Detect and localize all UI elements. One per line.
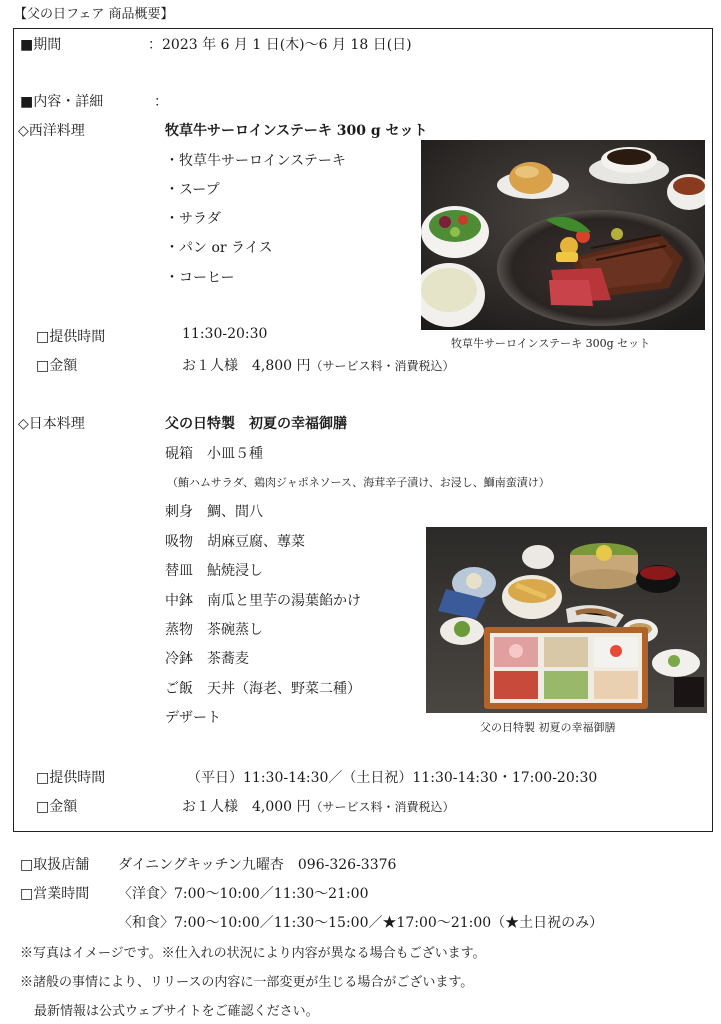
japanese-time-label: □提供時間 xyxy=(36,770,106,786)
product-summary-box xyxy=(13,28,713,832)
western-item: ・コーヒー xyxy=(165,270,235,286)
japanese-item: 刺身 鯛、間八 xyxy=(165,504,263,520)
hours-japanese: 〈和食〉7:00～10:00／11:30～15:00／★17:00～21:00（★土日祝のみ） xyxy=(118,915,604,931)
western-price-label: □金額 xyxy=(36,358,78,374)
document-title: 【父の日フェア 商品概要】 xyxy=(14,7,174,22)
western-label: ◇西洋料理 xyxy=(18,123,85,139)
western-price xyxy=(182,355,455,375)
note-line: ※諸般の事情により、リリースの内容に一部変更が生じる場合がございます。 xyxy=(20,975,474,990)
details-colon: ： xyxy=(154,94,168,110)
western-price-main: お１人様 4,800 円 xyxy=(182,358,311,374)
japanese-item: 中鉢 南瓜と里芋の湯葉餡かけ xyxy=(165,593,361,609)
western-item: ・サラダ xyxy=(165,211,221,227)
japanese-item: 蒸物 茶碗蒸し xyxy=(165,622,263,638)
details-label: ■内容・詳細 xyxy=(20,94,104,110)
western-time-value: 11:30-20:30 xyxy=(182,326,268,342)
western-item: ・牧草牛サーロインステーキ xyxy=(165,153,346,169)
japanese-item: 冷鉢 茶蕎麦 xyxy=(165,651,249,667)
note-line: ※写真はイメージです。※仕入れの状況により内容が異なる場合もございます。 xyxy=(20,946,486,961)
japanese-label: ◇日本料理 xyxy=(18,416,85,432)
gozen-photo xyxy=(426,527,707,713)
japanese-items-note: （鮪ハムサラダ、鶏肉ジャポネソース、海茸辛子漬け、お浸し、鰤南蛮漬け） xyxy=(167,476,550,489)
hours-western: 〈洋食〉7:00～10:00／11:30～21:00 xyxy=(118,886,369,902)
steak-set-photo xyxy=(421,140,705,330)
period-label: ■期間 xyxy=(20,37,62,53)
period-value: ：2023 年 6 月 1 日(木)～6 月 18 日(日) xyxy=(148,37,412,53)
japanese-price-note: （サービス料・消費税込） xyxy=(310,800,455,814)
store-value: ダイニングキッチン九曜杏 096-326-3376 xyxy=(118,857,397,873)
japanese-item: 吸物 胡麻豆腐、蓴菜 xyxy=(165,534,305,550)
western-price-note: （サービス料・消費税込） xyxy=(310,359,455,373)
japanese-title: 父の日特製 初夏の幸福御膳 xyxy=(165,416,347,432)
western-time-label: □提供時間 xyxy=(36,329,106,345)
note-line: 最新情報は公式ウェブサイトをご確認ください。 xyxy=(34,1004,319,1019)
hours-label: □営業時間 xyxy=(20,886,90,902)
western-item: ・スープ xyxy=(165,182,220,198)
store-label: □取扱店舗 xyxy=(20,857,90,873)
western-title: 牧草牛サーロインステーキ 300 g セット xyxy=(165,123,428,139)
japanese-item: 替皿 鮎焼浸し xyxy=(165,563,263,579)
gozen-photo-caption: 父の日特製 初夏の幸福御膳 xyxy=(480,721,616,734)
japanese-price-main: お１人様 4,000 円 xyxy=(182,799,311,815)
japanese-price xyxy=(182,796,455,816)
japanese-item: デザート xyxy=(165,710,221,726)
steak-photo-caption: 牧草牛サーロインステーキ 300g セット xyxy=(451,337,651,350)
western-item: ・パン or ライス xyxy=(165,240,273,256)
japanese-price-label: □金額 xyxy=(36,799,78,815)
japanese-item: 硯箱 小皿５種 xyxy=(165,446,263,462)
japanese-item: ご飯 天丼（海老、野菜二種） xyxy=(165,681,361,697)
japanese-time-value: （平日）11:30-14:30／（土日祝）11:30-14:30・17:00-20:30 xyxy=(187,770,598,786)
